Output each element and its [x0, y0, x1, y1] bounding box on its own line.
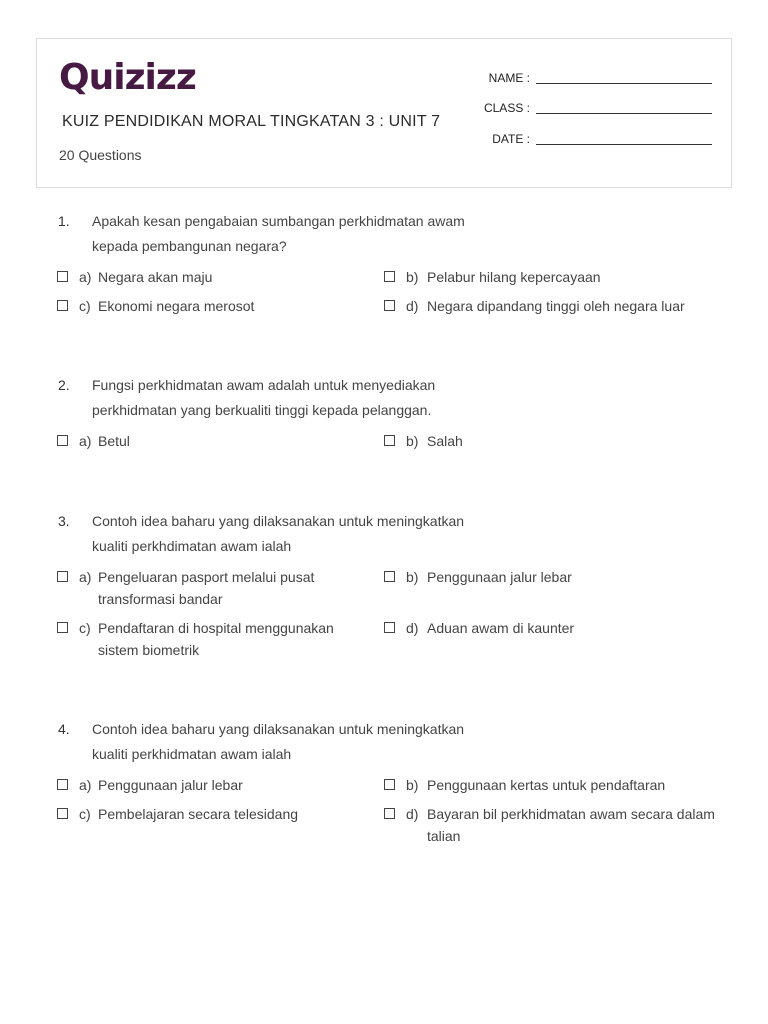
checkbox[interactable] [384, 271, 395, 282]
question-text: Fungsi perkhidmatan awam adalah untuk menyediakan perkhidmatan yang berkualiti tinggi kepada pelanggan. [92, 377, 436, 418]
question-number: 4. [58, 721, 70, 737]
checkbox[interactable] [57, 779, 68, 790]
checkbox[interactable] [384, 571, 395, 582]
option-text: Penggunaan jalur lebar [427, 569, 572, 585]
question-number: 2. [58, 377, 70, 393]
option-letter: c) [79, 806, 91, 822]
option-letter: a) [79, 269, 92, 285]
option-letter: d) [406, 620, 419, 636]
question-number: 1. [58, 213, 70, 229]
option-letter: d) [406, 298, 419, 314]
option-letter: c) [79, 620, 91, 636]
quizizz-logo: Quizizz [59, 57, 196, 98]
checkbox[interactable] [57, 571, 68, 582]
question-text: Contoh idea baharu yang dilaksanakan untuk meningkatkan kualiti perkhdimatan awam ialah [92, 513, 465, 554]
option-letter: b) [406, 433, 419, 449]
option-text: Bayaran bil perkhidmatan awam secara dalam talian [427, 806, 715, 844]
checkbox[interactable] [57, 622, 68, 633]
checkbox[interactable] [57, 300, 68, 311]
option-letter: a) [79, 569, 92, 585]
option-text: Ekonomi negara merosot [98, 298, 255, 314]
class-label: CLASS : [483, 101, 530, 115]
option-letter: a) [79, 777, 92, 793]
option-letter: b) [406, 569, 419, 585]
name-line[interactable] [536, 83, 712, 84]
option-text: Negara dipandang tinggi oleh negara luar [427, 298, 685, 314]
option-letter: a) [79, 433, 92, 449]
option-text: Aduan awam di kaunter [427, 620, 575, 636]
checkbox[interactable] [57, 435, 68, 446]
class-line[interactable] [536, 113, 712, 114]
option-text: Negara akan maju [98, 269, 213, 285]
class-field[interactable] [457, 101, 712, 121]
page-title: KUIZ PENDIDIKAN MORAL TINGKATAN 3 : UNIT 7 [62, 113, 441, 130]
question-count: 20 Questions [59, 147, 142, 163]
option-letter: b) [406, 777, 419, 793]
option-letter: c) [79, 298, 91, 314]
option-text: Penggunaan kertas untuk pendaftaran [427, 777, 666, 793]
checkbox[interactable] [57, 808, 68, 819]
checkbox[interactable] [384, 435, 395, 446]
option-letter: d) [406, 806, 419, 822]
option-text: Penggunaan jalur lebar [98, 777, 243, 793]
option-letter: b) [406, 269, 419, 285]
checkbox[interactable] [384, 622, 395, 633]
option-text: Salah [427, 433, 463, 449]
date-line[interactable] [536, 144, 712, 145]
worksheet-header [36, 38, 732, 188]
option-text: Pembelajaran secara telesidang [98, 806, 299, 822]
checkbox[interactable] [384, 808, 395, 819]
question-text: Contoh idea baharu yang dilaksanakan untuk meningkatkan kualiti perkhidmatan awam ialah [92, 721, 465, 762]
date-label: DATE : [492, 132, 530, 146]
name-field[interactable] [457, 71, 712, 91]
checkbox[interactable] [384, 779, 395, 790]
option-text: Pengeluaran pasport melalui pusat transformasi bandar [98, 569, 315, 607]
checkbox[interactable] [384, 300, 395, 311]
option-text: Pelabur hilang kepercayaan [427, 269, 601, 285]
option-text: Betul [98, 433, 130, 449]
question-number: 3. [58, 513, 70, 529]
question-text: Apakah kesan pengabaian sumbangan perkhidmatan awam kepada pembangunan negara? [92, 213, 465, 254]
checkbox[interactable] [57, 271, 68, 282]
name-label: NAME : [488, 71, 530, 85]
date-field[interactable] [457, 132, 712, 152]
option-text: Pendaftaran di hospital menggunakan sistem biometrik [98, 620, 334, 658]
